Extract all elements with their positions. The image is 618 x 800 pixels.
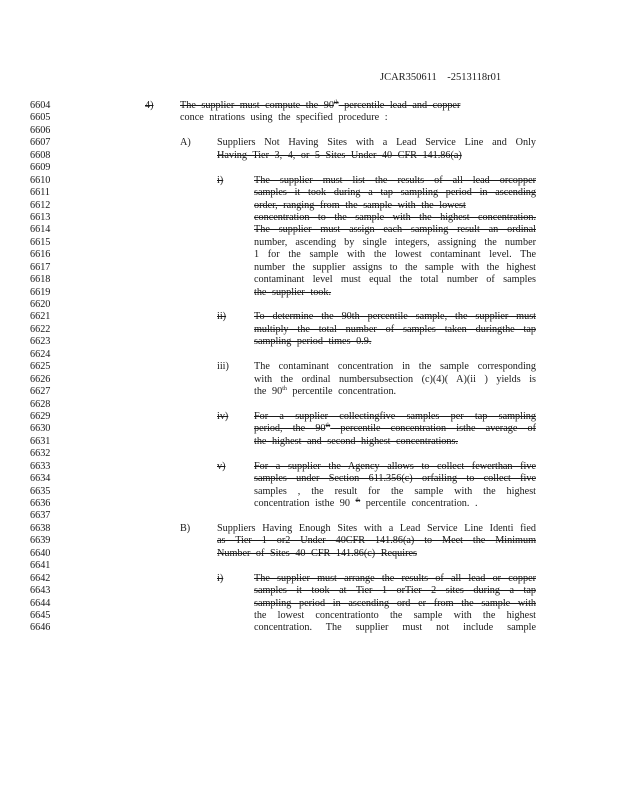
document-line — [0, 237, 618, 249]
line-number: 6626 — [30, 373, 51, 385]
line-number: 6612 — [30, 199, 51, 211]
line-text — [254, 336, 371, 348]
document-line — [0, 336, 618, 348]
document-line — [0, 523, 618, 535]
line-text — [254, 598, 536, 610]
line-number: 6639 — [30, 535, 51, 547]
list-marker: ii) — [217, 311, 227, 323]
list-marker: i) — [217, 572, 224, 584]
revision-code: -2513118r01 — [447, 72, 502, 83]
document-line — [0, 461, 618, 473]
line-text — [254, 262, 536, 274]
document-line — [0, 311, 618, 323]
document-line — [0, 187, 618, 199]
struck-text: The supplier must assign each sampling result an ordinal — [254, 224, 536, 236]
line-number: 6631 — [30, 435, 51, 447]
line-number: 6616 — [30, 249, 51, 261]
line-number: 6638 — [30, 522, 51, 534]
struck-text: the supplier took. — [254, 286, 332, 298]
document-line — [0, 610, 618, 622]
document-line — [0, 411, 618, 423]
text-run: contaminant level must equal the total number of samples — [254, 274, 536, 286]
text-run: percentile concentration. . — [360, 498, 478, 509]
line-number: 6646 — [30, 622, 51, 634]
line-number: 6645 — [30, 609, 51, 621]
line-number: 6630 — [30, 423, 51, 435]
line-number: 6637 — [30, 510, 51, 522]
document-line — [0, 399, 618, 411]
document-line — [0, 374, 618, 386]
document-line — [0, 486, 618, 498]
struck-text: th — [333, 100, 339, 106]
line-number: 6618 — [30, 274, 51, 286]
document-line — [0, 598, 618, 610]
text-run: the lowest concentrationto the sample with the highest — [254, 609, 536, 621]
line-number: 6643 — [30, 585, 51, 597]
document-line — [0, 262, 618, 274]
document-line — [0, 622, 618, 634]
text-run: Suppliers Having Enough Sites with a Lead Service Line Identi fied — [217, 522, 536, 534]
line-text — [254, 585, 536, 597]
document-line — [0, 249, 618, 261]
line-number: 6633 — [30, 460, 51, 472]
document-line — [0, 436, 618, 448]
text-run: with the ordinal numbersubsection (c)(4)( A)(ii ) yields is — [254, 373, 536, 385]
line-number: 6610 — [30, 174, 51, 186]
line-text — [254, 224, 536, 236]
line-number: 6621 — [30, 311, 51, 323]
document-line — [0, 299, 618, 311]
line-text — [254, 374, 536, 386]
document-line — [0, 548, 618, 560]
line-number: 6605 — [30, 112, 51, 124]
list-marker: iv) — [217, 410, 229, 422]
list-marker: v) — [217, 460, 226, 472]
line-number: 6642 — [30, 572, 51, 584]
line-text — [254, 411, 536, 423]
line-number: 6634 — [30, 473, 51, 485]
line-number: 6625 — [30, 361, 51, 373]
line-text — [254, 237, 536, 249]
line-text — [254, 498, 478, 510]
line-text — [217, 523, 536, 535]
struck-text: as Tier 1 or2 Under 40CFR 141.86(a) to Meet the Minimum — [217, 535, 536, 547]
list-marker: A) — [180, 137, 191, 149]
list-marker: B) — [180, 522, 191, 534]
line-text — [254, 175, 536, 187]
line-text — [254, 212, 536, 224]
line-number: 6644 — [30, 597, 51, 609]
line-text — [254, 274, 536, 286]
line-text — [254, 461, 536, 473]
line-text — [254, 324, 536, 336]
line-text — [180, 100, 460, 112]
document-line — [0, 162, 618, 174]
line-number: 6629 — [30, 410, 51, 422]
line-text — [254, 573, 536, 585]
document-line — [0, 349, 618, 361]
line-number: 6619 — [30, 286, 51, 298]
document-line — [0, 287, 618, 299]
struck-text: period, the 90 — [254, 423, 326, 435]
line-text — [254, 361, 536, 373]
document-line — [0, 361, 618, 373]
struck-text: percentile concentration isthe average of — [330, 423, 536, 435]
document-line — [0, 585, 618, 597]
line-text — [217, 137, 536, 149]
line-text — [180, 112, 388, 124]
list-marker: 4) — [145, 100, 154, 111]
line-number: 6608 — [30, 149, 51, 161]
line-number: 6628 — [30, 398, 51, 410]
struck-text: percentile lead and copper — [338, 100, 461, 111]
struck-text: Number of Sites 40 CFR 141.86(c) Requires — [217, 547, 417, 559]
document-line — [0, 386, 618, 398]
document-line — [0, 324, 618, 336]
document-line — [0, 150, 618, 162]
text-run: Suppliers Not Having Sites with a Lead Service Line and Only — [217, 137, 536, 149]
document-line — [0, 212, 618, 224]
document-line — [0, 125, 618, 137]
line-text — [254, 200, 466, 212]
document-line — [0, 473, 618, 485]
document-line — [0, 535, 618, 547]
document-line — [0, 423, 618, 435]
line-text — [217, 535, 536, 547]
text-run: concentration isthe 90 — [254, 498, 356, 509]
struck-text: sampling period times 0.9. — [254, 336, 372, 348]
line-number: 6620 — [30, 299, 51, 310]
line-number: 6641 — [30, 560, 51, 572]
struck-text: th — [355, 498, 361, 504]
line-number: 6609 — [30, 162, 51, 174]
line-text — [254, 436, 458, 448]
document-line — [0, 510, 618, 522]
text-run: number the supplier assigns to the sample with the highest — [254, 261, 536, 273]
struck-text: samples it took at Tier 1 orTier 2 sites during a tap — [254, 585, 536, 597]
line-number: 6614 — [30, 224, 51, 236]
line-text — [254, 187, 536, 199]
struck-text: samples it took during a tap sampling period in ascending — [254, 187, 536, 199]
line-number: 6613 — [30, 211, 51, 223]
line-number: 6607 — [30, 137, 51, 149]
text-run: concentration. The supplier must not include sample — [254, 622, 536, 634]
document-line — [0, 274, 618, 286]
line-number: 6632 — [30, 448, 51, 460]
line-text — [254, 249, 536, 261]
struck-text: Having Tier 3, 4, or 5 Sites Under 40 CFR 141.86(a) — [217, 149, 462, 161]
document-line — [0, 224, 618, 236]
line-text — [217, 548, 417, 560]
struck-text: samples under Section 611.356(c) orfailing to collect five — [254, 473, 536, 485]
document-line — [0, 200, 618, 212]
line-text — [254, 486, 536, 498]
line-number: 6622 — [30, 323, 51, 335]
list-marker: i) — [217, 174, 224, 186]
text-run: The contaminant concentration in the sample corresponding — [254, 361, 536, 373]
struck-text: The supplier must list the results of all lead orcopper — [254, 174, 536, 186]
line-text — [254, 622, 536, 634]
line-number: 6636 — [30, 498, 51, 509]
line-number: 6604 — [30, 100, 51, 111]
line-text — [254, 287, 331, 299]
text-run: samples , the result for the sample with the highest — [254, 485, 536, 497]
page-header — [380, 72, 501, 83]
line-text — [254, 473, 536, 485]
struck-text: For a supplier the Agency allows to collect fewerthan five — [254, 460, 536, 472]
struck-text: The supplier must arrange the results of all lead or copper — [254, 572, 536, 584]
line-text — [217, 150, 462, 162]
line-number: 6624 — [30, 348, 51, 360]
line-number: 6627 — [30, 386, 51, 398]
struck-text: The supplier must compute the 90 — [180, 100, 334, 111]
document-line — [0, 448, 618, 460]
document-line — [0, 175, 618, 187]
text-run: the 90 — [254, 386, 283, 398]
document-line — [0, 498, 618, 510]
line-number: 6606 — [30, 124, 51, 136]
struck-text: th — [325, 423, 331, 430]
document-body — [0, 100, 618, 635]
list-marker: iii) — [217, 361, 229, 373]
line-number: 6640 — [30, 547, 51, 559]
text-run: th — [282, 386, 287, 393]
struck-text: concentration to the sample with the highest concentration. — [254, 211, 536, 223]
text-run: percentile concentration. — [286, 386, 397, 398]
text-run: number, ascending by single integers, assigning the number — [254, 236, 536, 248]
line-number: 6635 — [30, 485, 51, 497]
line-text — [254, 423, 536, 435]
text-run: conce ntrations using the specified procedure : — [180, 112, 388, 124]
struck-text: For a supplier collectingfive samples per tap sampling — [254, 410, 536, 422]
document-id: JCAR350611 — [380, 72, 437, 83]
document-line — [0, 112, 618, 124]
line-number: 6611 — [30, 187, 50, 199]
struck-text: the highest and second highest concentrations. — [254, 435, 458, 447]
line-number: 6623 — [30, 336, 51, 348]
line-number: 6617 — [30, 261, 51, 273]
struck-text: order, ranging from the sample with the lowest — [254, 199, 466, 211]
document-line — [0, 560, 618, 572]
struck-text: To determine the 90th percentile sample, the supplier must — [254, 311, 536, 323]
line-text — [254, 311, 536, 323]
document-line — [0, 573, 618, 585]
struck-text: sampling period in ascending ord er from the sample with — [254, 597, 536, 609]
document-line — [0, 100, 618, 112]
line-text — [254, 610, 536, 622]
line-number: 6615 — [30, 236, 51, 248]
document-line — [0, 137, 618, 149]
struck-text: multiply the total number of samples taken duringthe tap — [254, 323, 536, 335]
line-text — [254, 386, 396, 398]
text-run: 1 for the sample with the lowest contaminant level. The — [254, 249, 536, 261]
